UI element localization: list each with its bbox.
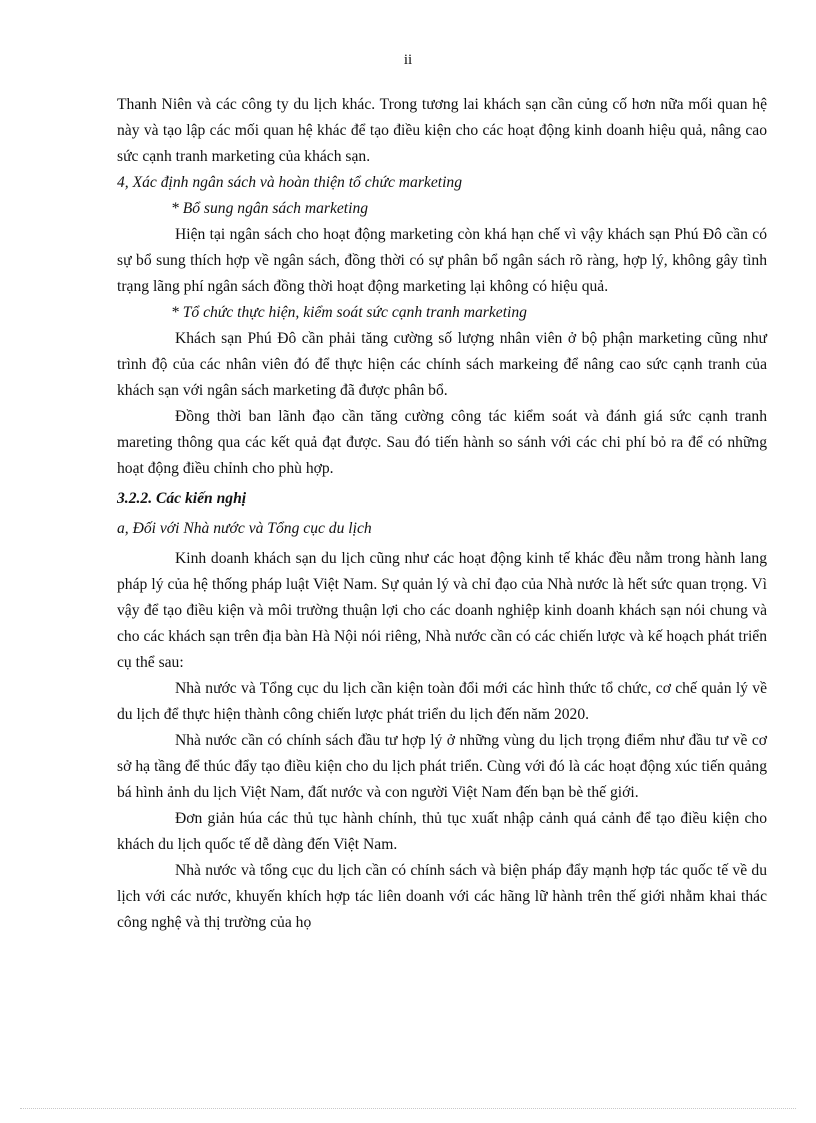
- body-paragraph: Đơn giản húa các thủ tục hành chính, thủ tục xuất nhập cảnh quá cảnh để tạo điều kiện cho khách du lịch quốc tế dễ dàng đến Việt Nam.: [117, 810, 767, 853]
- body-paragraph: Hiện tại ngân sách cho hoạt động marketing còn khá hạn chế vì vậy khách sạn Phú Đô cần có sự bổ sung thích hợp về ngân sách, đồng thời có sự phân bổ ngân sách rõ ràng, hợp lý, không gây tình trạng lãng phí ngân sách đồng thời hoạt động marketing lại không có hiệu quả.: [117, 226, 767, 295]
- sub-heading: * Tổ chức thực hiện, kiểm soát sức cạnh tranh marketing: [171, 304, 527, 321]
- body-paragraph: Thanh Niên và các công ty du lịch khác. Trong tương lai khách sạn cần củng cố hơn nữa mối quan hệ này và tạo lập các mối quan hệ khác để tạo điều kiện cho các hoạt động kinh doanh hiệu quả, nâng cao sức cạnh tranh marketing của khách sạn.: [117, 96, 767, 165]
- section-heading: 4, Xác định ngân sách và hoàn thiện tổ chức marketing: [117, 174, 463, 191]
- body-paragraph: Khách sạn Phú Đô cần phải tăng cường số lượng nhân viên ở bộ phận marketing cũng như trình độ của các nhân viên đó để thực hiện các chính sách markeing để nâng cao sức cạnh tranh của khách sạn với ngân sách marketing đã được phân bổ.: [117, 330, 767, 399]
- body-paragraph: Nhà nước và Tổng cục du lịch cần kiện toàn đổi mới các hình thức tổ chức, cơ chế quản lý về du lịch để thực hiện thành công chiến lược phát triển du lịch đến năm 2020.: [117, 680, 767, 723]
- section-heading: 3.2.2. Các kiến nghị: [117, 490, 247, 507]
- page-number: ii: [403, 52, 413, 68]
- body-paragraph: Đồng thời ban lãnh đạo cần tăng cường công tác kiểm soát và đánh giá sức cạnh tranh mareting thông qua các kết quả đạt được. Sau đó tiến hành so sánh với các chi phí bỏ ra để có những hoạt động điều chỉnh cho phù hợp.: [117, 408, 767, 477]
- page-bottom-border: [20, 1108, 796, 1109]
- sub-section-heading: a, Đối với Nhà nước và Tổng cục du lịch: [117, 520, 372, 537]
- body-paragraph: Nhà nước cần có chính sách đầu tư hợp lý ở những vùng du lịch trọng điểm như đầu tư về cơ sở hạ tầng để thúc đẩy tạo điều kiện cho du lịch phát triển. Cùng với đó là các hoạt động xúc tiến quảng bá hình ảnh du lịch Việt Nam, đất nước và con người Việt Nam đến bạn bè thế giới.: [117, 732, 767, 801]
- body-paragraph: Kinh doanh khách sạn du lịch cũng như các hoạt động kinh tế khác đều nằm trong hành lang pháp lý của hệ thống pháp luật Việt Nam. Sự quản lý và chỉ đạo của Nhà nước là hết sức quan trọng. Vì vậy để tạo điều kiện và môi trường thuận lợi cho các doanh nghiệp kinh doanh khách sạn nói chung và cho các khách sạn trên địa bàn Hà Nội nói riêng, Nhà nước cần có các chiến lược và kế hoạch phát triển cụ thể sau:: [117, 550, 767, 671]
- body-paragraph: Nhà nước và tổng cục du lịch cần có chính sách và biện pháp đẩy mạnh hợp tác quốc tế về du lịch với các nước, khuyến khích hợp tác liên doanh với các hãng lữ hành trên thế giới nhằm khai thác công nghệ và thị trường của họ: [117, 862, 767, 931]
- sub-heading: * Bổ sung ngân sách marketing: [171, 200, 369, 217]
- document-body: [117, 92, 767, 936]
